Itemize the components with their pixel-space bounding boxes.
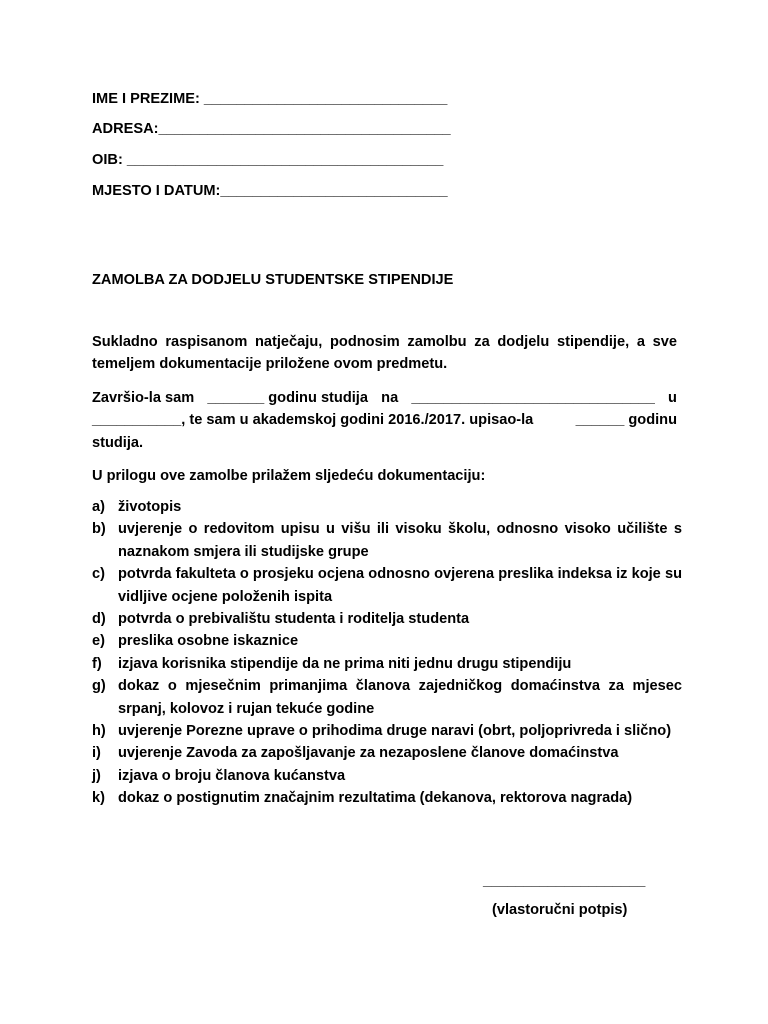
list-item-text: potvrda o prebivalištu studenta i roditelja studenta	[118, 611, 470, 628]
list-item-marker: i)	[92, 745, 101, 762]
study-paragraph	[92, 387, 677, 454]
list-item	[92, 608, 682, 630]
list-item-marker: a)	[92, 499, 105, 515]
study-line-2	[92, 409, 677, 431]
list-item-text: uvjerenje Zavoda za zapošljavanje za nezaposlene članove domaćinstva	[118, 745, 619, 762]
list-item-marker: b)	[92, 521, 106, 538]
study-enrolled-year-blank: ______ godinu	[575, 412, 677, 429]
documents-list	[92, 496, 682, 810]
list-item-text: dokaz o postignutim značajnim rezultatima (dekanova, rektorova nagrada)	[118, 790, 633, 807]
intro-line-2: temeljem dokumentacije priložene ovom predmetu.	[92, 356, 448, 373]
list-item-marker: h)	[92, 723, 106, 740]
study-year-blank: _______ godinu studija	[207, 390, 368, 406]
study-enrolled-text: ___________, te sam u akademskoj godini 2016./2017. upisao-la	[92, 412, 534, 429]
list-item	[92, 518, 682, 563]
list-item	[92, 742, 682, 764]
oib-field: OIB: _______________________________________	[92, 152, 444, 168]
list-item-text: životopis	[118, 499, 182, 515]
place-date-field: MJESTO I DATUM:____________________________	[92, 183, 448, 199]
signature-line: ____________________	[483, 873, 646, 889]
list-item-text: izjava korisnika stipendije da ne prima niti jednu drugu stipendiju	[118, 655, 572, 672]
list-item-text: izjava o broju članova kućanstva	[118, 767, 346, 784]
list-item-text: dokaz o mjesečnim primanjima članova zajedničkog domaćinstva za mjesec srpanj, kolovoz i rujan tekuće godine	[118, 678, 682, 717]
intro-line-1: Sukladno raspisanom natječaju, podnosim zamolbu za dodjelu stipendije, a sve	[92, 334, 677, 350]
list-item-marker: g)	[92, 678, 106, 695]
list-intro: U prilogu ove zamolbe prilažem sljedeću dokumentaciju:	[92, 468, 486, 484]
study-line-3: studija.	[92, 434, 144, 451]
list-item-text: potvrda fakulteta o prosjeku ocjena odnosno ovjerena preslika indeksa iz koje su vidljive ocjene položenih ispita	[118, 566, 682, 605]
address-field: ADRESA:____________________________________	[92, 121, 451, 137]
list-item-marker: j)	[92, 767, 101, 784]
list-item	[92, 720, 682, 742]
list-item-marker: d)	[92, 611, 106, 628]
list-item-marker: f)	[92, 655, 102, 672]
list-item-marker: e)	[92, 633, 105, 650]
list-item	[92, 563, 682, 608]
list-item	[92, 787, 682, 809]
study-completed-label: Završio-la sam	[92, 390, 195, 406]
list-item	[92, 675, 682, 720]
list-item-text: uvjerenje o redovitom upisu u višu ili visoku školu, odnosno visoko učilište s naznakom smjera ili studijske grupe	[118, 521, 682, 560]
study-line-1	[92, 387, 677, 409]
study-at-label: na	[381, 390, 399, 406]
list-item-text: preslika osobne iskaznice	[118, 633, 299, 650]
list-item-marker: c)	[92, 566, 105, 583]
list-item-text: uvjerenje Porezne uprave o prihodima druge naravi (obrt, poljoprivreda i slično)	[118, 723, 672, 740]
list-item	[92, 765, 682, 787]
signature-label: (vlastoručni potpis)	[492, 902, 628, 918]
document-title: ZAMOLBA ZA DODJELU STUDENTSKE STIPENDIJE	[92, 272, 454, 288]
list-item	[92, 630, 682, 652]
list-item	[92, 653, 682, 675]
list-item	[92, 496, 682, 518]
intro-paragraph	[92, 331, 677, 376]
study-institution-blank: ______________________________	[411, 390, 655, 406]
list-item-marker: k)	[92, 790, 105, 807]
name-field: IME I PREZIME: ______________________________	[92, 91, 448, 107]
study-in-label: u	[668, 390, 677, 406]
